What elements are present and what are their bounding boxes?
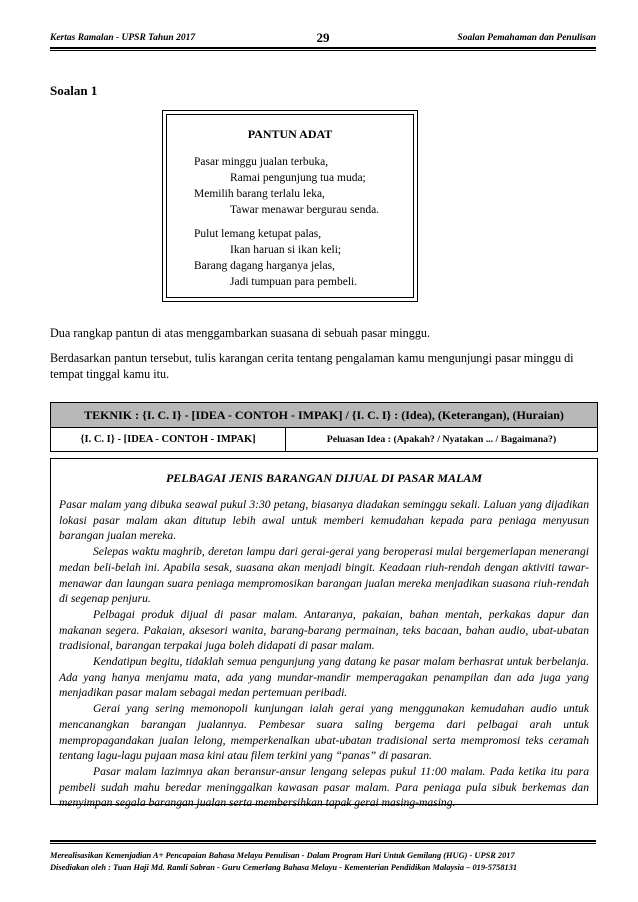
page-header: [50, 30, 596, 46]
header-left-text: Kertas Ramalan - UPSR Tahun 2017: [50, 33, 196, 43]
technique-header: TEKNIK : {I. C. I} - [IDEA - CONTOH - IMPAK] / {I. C. I} : (Idea), (Keterangan), (Huraian): [51, 403, 597, 428]
intro-paragraph: Dua rangkap pantun di atas menggambarkan suasana di sebuah pasar minggu.: [50, 326, 431, 340]
essay-paragraph: Pasar malam yang dibuka seawal pukul 3:30 petang, biasanya diadakan seminggu sekali. Laluan yang dijadikan lokasi pasar malam akan ditutup lebih awal untuk memberi kemudahan kepada para peniaga menyusun barangan jualan mereka.: [59, 498, 589, 543]
instruction-paragraph: Berdasarkan pantun tersebut, tulis karangan cerita tentang pengalaman kamu mengunjungi pasar minggu di tempat tinggal kamu itu.: [50, 351, 574, 381]
essay-paragraph: Gerai yang sering memonopoli kunjungan ialah gerai yang menggunakan kemudahan audio untuk mencanangkan barangan jualannya. Pembesar suara saling bergema dari pelbagai arah untuk mempropagandakan jualan lelong, memperkenalkan ubat-ubatan tradisional serta mempromosi teks ceramah tentang lagu-lagu pujaan masa kini atau filem terkini yang “panas” di pasaran.: [59, 702, 589, 763]
essay-paragraph: Pelbagai produk dijual di pasar malam. Antaranya, pakaian, bahan mentah, perkakas dapur dan makanan segera. Pakaian, aksesori wanita, barang-barang permainan, teks bacaan, bahan audio, ubat-ubatan tradisional, barangan terpakai juga boleh didapati di pasar malam.: [59, 607, 589, 653]
page-number: 29: [316, 30, 330, 45]
footer-line-1: Merealisasikan Kemenjadian A+ Pencapaian Bahasa Melayu Penulisan - Dalam Program Hari Untuk Gemilang (HUG) - UPSR 2017: [50, 851, 515, 860]
footer-rule: [50, 840, 596, 842]
technique-left-cell: {I. C. I} - [IDEA - CONTOH - IMPAK]: [51, 428, 286, 451]
pantun-inner-frame: [166, 114, 414, 298]
header-rule: [50, 47, 596, 49]
essay-title: PELBAGAI JENIS BARANGAN DIJUAL DI PASAR MALAM: [165, 471, 483, 485]
header-rule-thin: [50, 50, 596, 51]
pantun-line: Ramai pengunjung tua muda;: [230, 172, 366, 184]
essay-paragraph: Kendatipun begitu, tidaklah semua pengunjung yang datang ke pasar malam berhasrat untuk berbelanja. Ada yang hanya menjamu mata, ada yang mundar-mandir memperagakan penampilan dan ada juga yang menjadikan pasar malam sebagai medan pertemuan peribadi.: [59, 655, 589, 700]
header-right-text: Soalan Pemahaman dan Penulisan: [457, 33, 596, 43]
technique-table: [50, 402, 598, 452]
essay-box: [50, 458, 598, 810]
footer-rule-thin: [50, 843, 596, 844]
pantun-line: Pulut lemang ketupat palas,: [194, 228, 322, 240]
pantun-line: Ikan haruan si ikan keli;: [230, 244, 342, 256]
essay-paragraph: Selepas waktu maghrib, deretan lampu dari gerai-gerai yang beroperasi mulai bergemerlapan menerangi medan beli-belah ini. Apabila sesak, suasana akan menjadi bingit. Keadaan riuh-rendah dengan aktiviti tawar-menawar dan laungan suara peniaga mempromosikan barangan jualan mereka menjadikan suasana riuh-rendah di segenap penjuru.: [59, 545, 589, 606]
question-label: Soalan 1: [50, 83, 98, 98]
pantun-line: Barang dagang harganya jelas,: [194, 260, 335, 272]
footer-line-2: Disediakan oleh : Tuan Haji Md. Ramli Sabran - Guru Cemerlang Bahasa Melayu - Kementerian Pendidikan Malaysia – 019-5758131: [50, 863, 518, 872]
essay-body: [59, 497, 589, 811]
pantun-title: PANTUN ADAT: [247, 127, 333, 141]
pantun-box: [162, 110, 418, 302]
essay-paragraph: Pasar malam lazimnya akan beransur-ansur lengang selepas pukul 11:00 malam. Pada ketika itu para pembeli sudah mahu beredar meninggalkan kawasan pasar malam. Para peniaga pula sibuk berkemas dan menyimpan segala barangan jualan serta membersihkan tapak gerai masing-masing.: [59, 764, 589, 810]
pantun-line: Tawar menawar bergurau senda.: [230, 204, 380, 216]
pantun-line: Pasar minggu jualan terbuka,: [194, 156, 329, 168]
pantun-line: Memilih barang terlalu leka,: [194, 188, 325, 200]
technique-right-cell: Peluasan Idea : (Apakah? / Nyatakan ... / Bagaimana?): [326, 434, 557, 445]
pantun-line: Jadi tumpuan para pembeli.: [230, 276, 358, 288]
